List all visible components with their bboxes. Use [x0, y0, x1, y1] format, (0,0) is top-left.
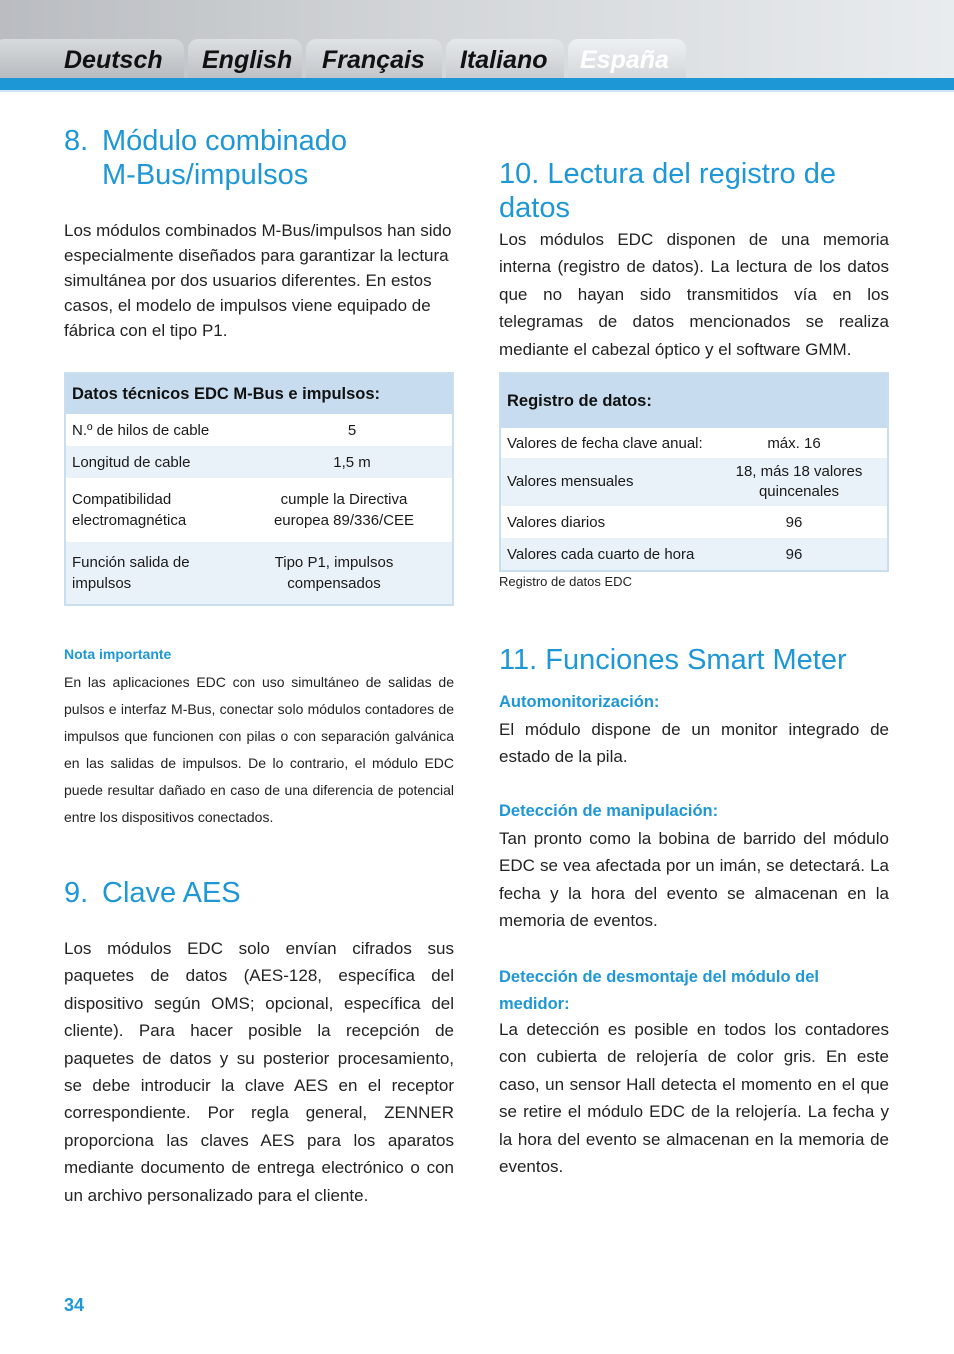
table-row [66, 478, 452, 542]
table-cell-label: Función salida de impulsos [72, 554, 190, 592]
section10-title-text: Lectura del registro de datos [499, 158, 836, 224]
table-cell-label: Valores de fecha clave anual: [507, 434, 703, 452]
section8-number: 8. [64, 125, 89, 157]
table-row [66, 542, 452, 604]
tab-espana[interactable]: España [568, 39, 686, 79]
section9-paragraph: Los módulos EDC solo envían cifrados sus paquetes de datos (AES-128, específica del dispositivo según OMS; opcional, específica del cliente). Para hacer posible la recepción de paquetes de datos y su posterior procesamiento, se debe introducir la clave AES en el receptor correspondiente. Por regla general, ZENNER proporciona las claves AES para los aparatos mediante documento de entrega electrónico o con un archivo personalizado para el cliente. [64, 939, 454, 1205]
table-cell-label: Valores cada cuarto de hora [507, 545, 695, 563]
table-cell-label: N.º de hilos de cable [72, 421, 210, 439]
note-text: En las aplicaciones EDC con uso simultáneo de salidas de pulsos e interfaz M-Bus, conectar solo módulos contadores de impulsos que funcionen con pilas o con separación galvánica en las salidas de impulsos. De lo contrario, el módulo EDC puede resultar dañado en caso de una diferencia de potencial entre los dispositivos conectados. [64, 674, 454, 825]
table-cell-value: 1,5 m [333, 453, 371, 471]
table-cell-label: Valores diarios [507, 513, 606, 531]
tab-english[interactable]: English [188, 39, 302, 79]
table-cell-value: 96 [785, 513, 803, 531]
page-number: 34 [64, 1295, 85, 1315]
table-cell-value: cumple la Directiva europea 89/336/CEE [273, 491, 415, 529]
table-row [66, 446, 452, 478]
section9-number: 9. [64, 877, 89, 909]
section10-number: 10. [499, 158, 540, 190]
mbus-spec-table-title: Datos técnicos EDC M-Bus e impulsos: [66, 374, 452, 414]
section11-title [499, 643, 899, 677]
smart-meter-heading-3: Detección de desmontaje del módulo del medidor: [499, 968, 819, 1013]
table-cell-label: Longitud de cable [72, 453, 191, 471]
tab-francais[interactable]: Français [306, 39, 442, 79]
table-cell-label: Valores mensuales [507, 473, 634, 490]
header-rule [0, 78, 954, 90]
data-log-caption: Registro de datos EDC [499, 574, 632, 589]
data-log-table-title: Registro de datos: [501, 374, 887, 428]
table-cell-value: máx. 16 [767, 434, 821, 452]
smart-meter-heading-2: Detección de manipulación: [499, 802, 719, 820]
note-title: Nota importante [64, 646, 172, 662]
section8-title-line2: M-Bus/impulsos [102, 159, 309, 191]
section9-title-text: Clave AES [102, 877, 241, 909]
section8-title [64, 124, 454, 192]
table-cell-value: 96 [785, 545, 803, 563]
section9-title [64, 876, 454, 910]
table-row [501, 538, 887, 570]
section10-title [499, 157, 899, 225]
section11-title-text: Funciones Smart Meter [545, 644, 847, 676]
smart-meter-heading-1: Automonitorización: [499, 693, 660, 711]
table-row [66, 414, 452, 446]
table-cell-value: 18, más 18 valores quincenales [735, 463, 863, 500]
section8-paragraph: Los módulos combinados M-Bus/impulsos han sido especialmente diseñados para garantizar la lectura simultánea por dos usuarios diferentes. En estos casos, el modelo de impulsos viene equipado de fábrica con el tipo P1. [64, 221, 452, 340]
section10-paragraph: Los módulos EDC disponen de una memoria interna (registro de datos). La lectura de los datos que no hayan sido transmitidos vía en los telegramas de datos mencionados se realiza mediante el cabezal óptico y el software GMM. [499, 230, 889, 359]
section11-number: 11. [499, 644, 538, 676]
tab-italiano[interactable]: Italiano [446, 39, 564, 79]
smart-meter-text-1: El módulo dispone de un monitor integrado de estado de la pila. [499, 720, 889, 767]
smart-meter-text-3: La detección es posible en todos los contadores con cubierta de relojería de color gris. En este caso, un sensor Hall detecta el momento en el que se retire el módulo EDC de la relojería. La fecha y la hora del evento se almacenan en la memoria de eventos. [499, 1020, 889, 1177]
table-row [501, 458, 887, 506]
table-row [501, 428, 887, 458]
table-cell-value: 5 [347, 421, 357, 439]
tab-deutsch[interactable]: Deutsch [0, 39, 184, 79]
section8-title-line1: Módulo combinado [102, 125, 348, 157]
table-cell-label: Compatibilidad electromagnética [72, 491, 187, 529]
mbus-spec-table [64, 372, 454, 606]
smart-meter-text-2: Tan pronto como la bobina de barrido del módulo EDC se vea afectada por un imán, se detectará. La fecha y la hora del evento se almacenan en la memoria de eventos. [499, 829, 889, 931]
table-row [501, 506, 887, 538]
data-log-table [499, 372, 889, 572]
header-rule-thin [0, 90, 954, 92]
table-cell-value: Tipo P1, impulsos compensados [274, 554, 394, 592]
